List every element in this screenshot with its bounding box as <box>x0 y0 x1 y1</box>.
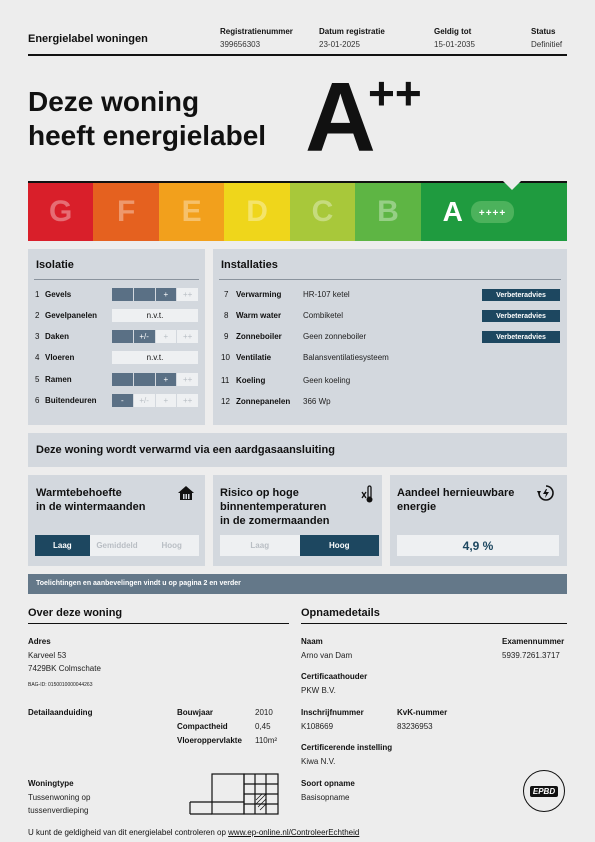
soort-opname-label: Soort opname <box>301 779 355 788</box>
vloeroppervlakte-value: 110m² <box>255 736 278 745</box>
info-bar: Toelichtingen en aanbevelingen vindt u op pagina 2 en verder <box>28 574 567 594</box>
verbeteradvies-button[interactable]: Verbeteradvies <box>482 310 560 322</box>
installatie-row-value: Combiketel <box>303 311 344 320</box>
registratienummer-label: Registratienummer <box>220 27 293 36</box>
footer-text: U kunt de geldigheid van dit energielabel controleren op www.ep-online.nl/ControleerEchtheid <box>28 828 360 837</box>
datum-registratie-value: 23-01-2025 <box>319 40 360 49</box>
installatie-row-value: Balansventilatiesysteem <box>303 353 389 362</box>
scale-class-b: B <box>355 183 420 241</box>
isolatie-row-label: Daken <box>45 332 70 341</box>
adres-line1: Karveel 53 <box>28 651 67 660</box>
vloeren-nvt: n.v.t. <box>112 351 198 364</box>
daken-rating: +/- + ++ <box>112 330 198 343</box>
hernieuwbaar-title: Aandeel hernieuwbare <box>397 487 515 499</box>
house-heat-icon <box>177 485 195 501</box>
inschrijfnummer-label: Inschrijfnummer <box>301 708 364 717</box>
installatie-row-label: Zonneboiler <box>236 332 282 341</box>
installaties-title: Installaties <box>221 259 278 271</box>
examennummer-label: Examennummer <box>502 637 565 646</box>
gas-banner: Deze woning wordt verwarmd via een aardgasaansluiting <box>28 433 567 467</box>
energy-scale <box>28 183 567 241</box>
certificaathouder-value: PKW B.V. <box>301 686 336 695</box>
scale-class-g: G <box>28 183 93 241</box>
bouwjaar-value: 2010 <box>255 708 273 717</box>
buitendeuren-rating: - +/- + ++ <box>112 394 198 407</box>
examennummer-value: 5939.7261.3717 <box>502 651 560 660</box>
verbeteradvies-button[interactable]: Verbeteradvies <box>482 331 560 343</box>
big-label-plus: ++ <box>368 67 422 119</box>
option-hoog: Hoog <box>300 535 380 556</box>
gevelpanelen-nvt: n.v.t. <box>112 309 198 322</box>
risico-title: Risico op hoge <box>220 487 299 499</box>
adres-line2: 7429BK Colmschate <box>28 664 101 673</box>
ramen-rating: + ++ <box>112 373 198 386</box>
instelling-value: Kiwa N.V. <box>301 757 336 766</box>
kvk-label: KvK-nummer <box>397 708 448 717</box>
naam-label: Naam <box>301 637 323 646</box>
installatie-row-label: Ventilatie <box>236 353 272 362</box>
woningtype-line1: Tussenwoning op <box>28 793 91 802</box>
option-gemiddeld: Gemiddeld <box>90 535 145 556</box>
status-label: Status <box>531 27 556 36</box>
naam-value: Arno van Dam <box>301 651 353 660</box>
bouwjaar-label: Bouwjaar <box>177 708 214 717</box>
installatie-row-label: Koeling <box>236 376 266 385</box>
verification-link[interactable]: www.ep-online.nl/ControleerEchtheid <box>228 828 360 837</box>
isolatie-row-label: Gevels <box>45 290 72 299</box>
scale-class-e: E <box>159 183 224 241</box>
document-title: Energielabel woningen <box>28 33 148 45</box>
bag-id: BAG-ID: 0150010000044263 <box>28 682 93 688</box>
verbeteradvies-button[interactable]: Verbeteradvies <box>482 289 560 301</box>
geldig-tot-label: Geldig tot <box>434 27 472 36</box>
option-laag: Laag <box>35 535 90 556</box>
installatie-row-value: Geen zonneboiler <box>303 332 367 341</box>
vloeroppervlakte-label: Vloeroppervlakte <box>177 736 242 745</box>
opname-title: Opnamedetails <box>301 607 380 619</box>
warmtebehoefte-title: Warmtebehoefte <box>36 487 122 499</box>
big-label-letter: A <box>305 62 376 172</box>
compactheid-label: Compactheid <box>177 722 228 731</box>
gevels-rating: + ++ <box>112 288 198 301</box>
scale-class-f: F <box>93 183 158 241</box>
scale-plus-pill: ++++ <box>471 201 514 223</box>
woningtype-line2: tussenverdieping <box>28 806 89 815</box>
datum-registratie-label: Datum registratie <box>319 27 385 36</box>
headline-line2: heeft energielabel <box>28 120 267 151</box>
detail-label: Detailaanduiding <box>28 708 93 717</box>
risico-scale <box>220 535 379 556</box>
isolatie-title: Isolatie <box>36 259 74 271</box>
installatie-row-value: Geen koeling <box>303 376 351 385</box>
hernieuwbaar-value: 4,9 % <box>462 538 494 553</box>
over-title: Over deze woning <box>28 607 123 619</box>
scale-class-a: A ++++ <box>421 183 567 241</box>
adres-label: Adres <box>28 637 51 646</box>
isolatie-row-label: Ramen <box>45 375 72 384</box>
header-divider <box>28 54 567 56</box>
headline-line1: Deze woning <box>28 86 200 117</box>
renewable-icon <box>537 484 555 502</box>
registratienummer-value: 399656303 <box>220 40 261 49</box>
epbd-logo-text: EPBD <box>530 786 558 797</box>
installatie-row-label: Warm water <box>236 311 282 320</box>
scale-indicator-notch <box>503 181 521 190</box>
thermometer-icon <box>360 484 376 504</box>
installatie-row-value: HR-107 ketel <box>303 290 350 299</box>
installatie-row-value: 366 Wp <box>303 397 331 406</box>
option-hoog: Hoog <box>144 535 199 556</box>
isolatie-row-label: Vloeren <box>45 353 75 362</box>
soort-opname-value: Basisopname <box>301 793 350 802</box>
status-value: Definitief <box>531 40 563 49</box>
instelling-label: Certificerende instelling <box>301 743 393 752</box>
option-laag: Laag <box>220 535 300 556</box>
isolatie-row-label: Gevelpanelen <box>45 311 98 320</box>
isolatie-row-label: Buitendeuren <box>45 396 97 405</box>
isolatie-panel: Isolatie 1 Gevels + ++ 2 Gevelpanelen n.v.t. 3 Daken +/- + ++ 4 Vloeren n.v.t. 5 Ramen + ++ 6 Buitendeuren - +/- + ++ <box>28 249 205 425</box>
compactheid-value: 0,45 <box>255 722 271 731</box>
building-illustration-icon <box>188 772 284 818</box>
kvk-value: 83236953 <box>397 722 433 731</box>
woningtype-label: Woningtype <box>28 779 74 788</box>
scale-class-d: D <box>224 183 289 241</box>
isolatie-row-num: 1 <box>35 290 40 299</box>
geldig-tot-value: 15-01-2035 <box>434 40 475 49</box>
installatie-row-label: Verwarming <box>236 290 282 299</box>
installatie-row-label: Zonnepanelen <box>236 397 291 406</box>
epbd-logo <box>523 770 565 812</box>
scale-class-c: C <box>290 183 355 241</box>
inschrijfnummer-value: K108669 <box>301 722 334 731</box>
certificaathouder-label: Certificaathouder <box>301 672 368 681</box>
hernieuwbaar-value-box <box>397 535 559 556</box>
warmtebehoefte-scale <box>35 535 199 556</box>
